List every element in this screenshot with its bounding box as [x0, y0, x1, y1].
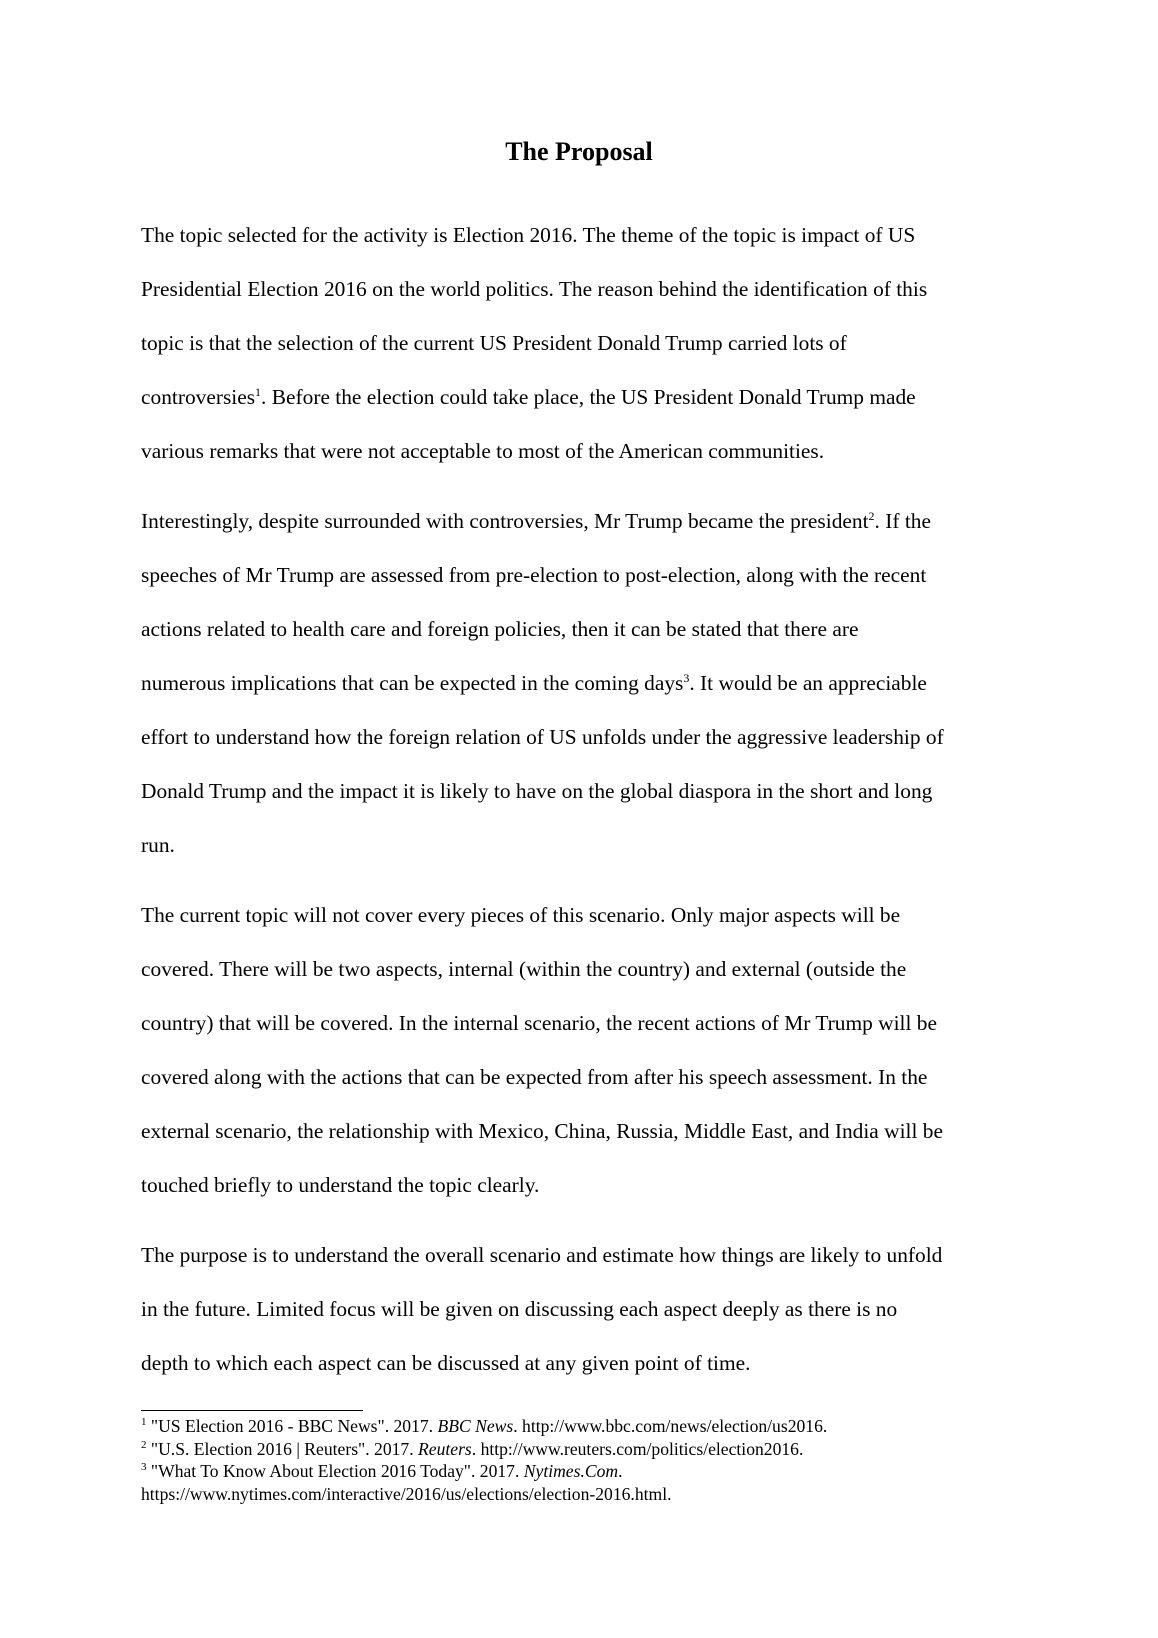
text-segment: Interestingly, despite surrounded with controversies, Mr Trump became the president [141, 509, 869, 533]
footnotes [141, 1415, 1041, 1505]
footnote-link[interactable]: . [618, 1461, 623, 1481]
text-line: The current topic will not cover every pieces of this scenario. Only major aspects will be [141, 903, 901, 927]
footnote-number: 2 [141, 1438, 147, 1451]
footnote-source: Reuters [418, 1438, 472, 1459]
text-segment: . If the [874, 509, 931, 533]
text-segment: . Before the election could take place, the US President Donald Trump made [261, 385, 916, 409]
text-line: The topic selected for the activity is Election 2016. The theme of the topic is impact of US [141, 223, 916, 247]
text-line [141, 494, 1041, 548]
paragraph-1 [141, 208, 1041, 478]
text-line: covered. There will be two aspects, internal (within the country) and external (outside the [141, 957, 907, 981]
body-text [141, 208, 1041, 1406]
footnote-source: Nytimes.Com [523, 1461, 619, 1481]
text-line: touched briefly to understand the topic clearly. [141, 1173, 540, 1197]
text-line: various remarks that were not acceptable to most of the American communities. [141, 439, 825, 463]
footnote-1 [141, 1415, 1041, 1438]
text-line: run. [141, 833, 175, 857]
footnote-link[interactable]: . http://www.reuters.com/politics/election2016. [471, 1438, 804, 1459]
text-line: Presidential Election 2016 on the world politics. The reason behind the identification of this [141, 277, 928, 301]
footnote-citation: "U.S. Election 2016 | Reuters". 2017. [150, 1438, 419, 1459]
footnote-link[interactable]: . http://www.bbc.com/news/election/us2016. [513, 1416, 828, 1436]
footnote-ref[interactable]: 1 [255, 384, 262, 399]
text-line: covered along with the actions that can be expected from after his speech assessment. In the [141, 1065, 928, 1089]
text-line: Donald Trump and the impact it is likely to have on the global diaspora in the short and long [141, 779, 933, 803]
text-line [141, 656, 1041, 710]
page-title: The Proposal [505, 137, 653, 166]
footnote-ref[interactable]: 3 [683, 670, 690, 685]
footnote-2 [141, 1438, 1041, 1461]
text-line: effort to understand how the foreign relation of US unfolds under the aggressive leadership of [141, 725, 944, 749]
paragraph-3 [141, 888, 1041, 1212]
footnote-3 [141, 1460, 1041, 1483]
text-segment: controversies [141, 385, 256, 409]
text-line: The purpose is to understand the overall scenario and estimate how things are likely to unfold [141, 1243, 943, 1267]
text-segment: . It would be an appreciable [689, 671, 927, 695]
footnote-citation: "US Election 2016 - BBC News". 2017. [150, 1416, 438, 1436]
footnote-separator [141, 1410, 363, 1411]
footnote-ref[interactable]: 2 [868, 508, 875, 523]
footnote-citation: "What To Know About Election 2016 Today". 2017. [150, 1461, 524, 1481]
footnote-number: 3 [141, 1461, 147, 1474]
text-line [141, 370, 1041, 424]
text-line: external scenario, the relationship with Mexico, China, Russia, Middle East, and India will be [141, 1119, 943, 1143]
footnote-number: 1 [141, 1416, 147, 1429]
text-line: actions related to health care and foreign policies, then it can be stated that there are [141, 617, 859, 641]
footnote-source: BBC News [437, 1416, 514, 1436]
text-segment: numerous implications that can be expected in the coming days [141, 671, 684, 695]
paragraph-4 [141, 1228, 1041, 1390]
text-line: depth to which each aspect can be discussed at any given point of time. [141, 1351, 751, 1375]
text-line: speeches of Mr Trump are assessed from pre-election to post-election, along with the recent [141, 563, 927, 587]
text-line: country) that will be covered. In the internal scenario, the recent actions of Mr Trump will be [141, 1011, 937, 1035]
text-line: topic is that the selection of the current US President Donald Trump carried lots of [141, 331, 847, 355]
paragraph-2 [141, 494, 1041, 872]
text-line: in the future. Limited focus will be given on discussing each aspect deeply as there is no [141, 1297, 898, 1321]
footnote-url-continuation[interactable]: https://www.nytimes.com/interactive/2016/us/elections/election-2016.html. [141, 1483, 672, 1504]
